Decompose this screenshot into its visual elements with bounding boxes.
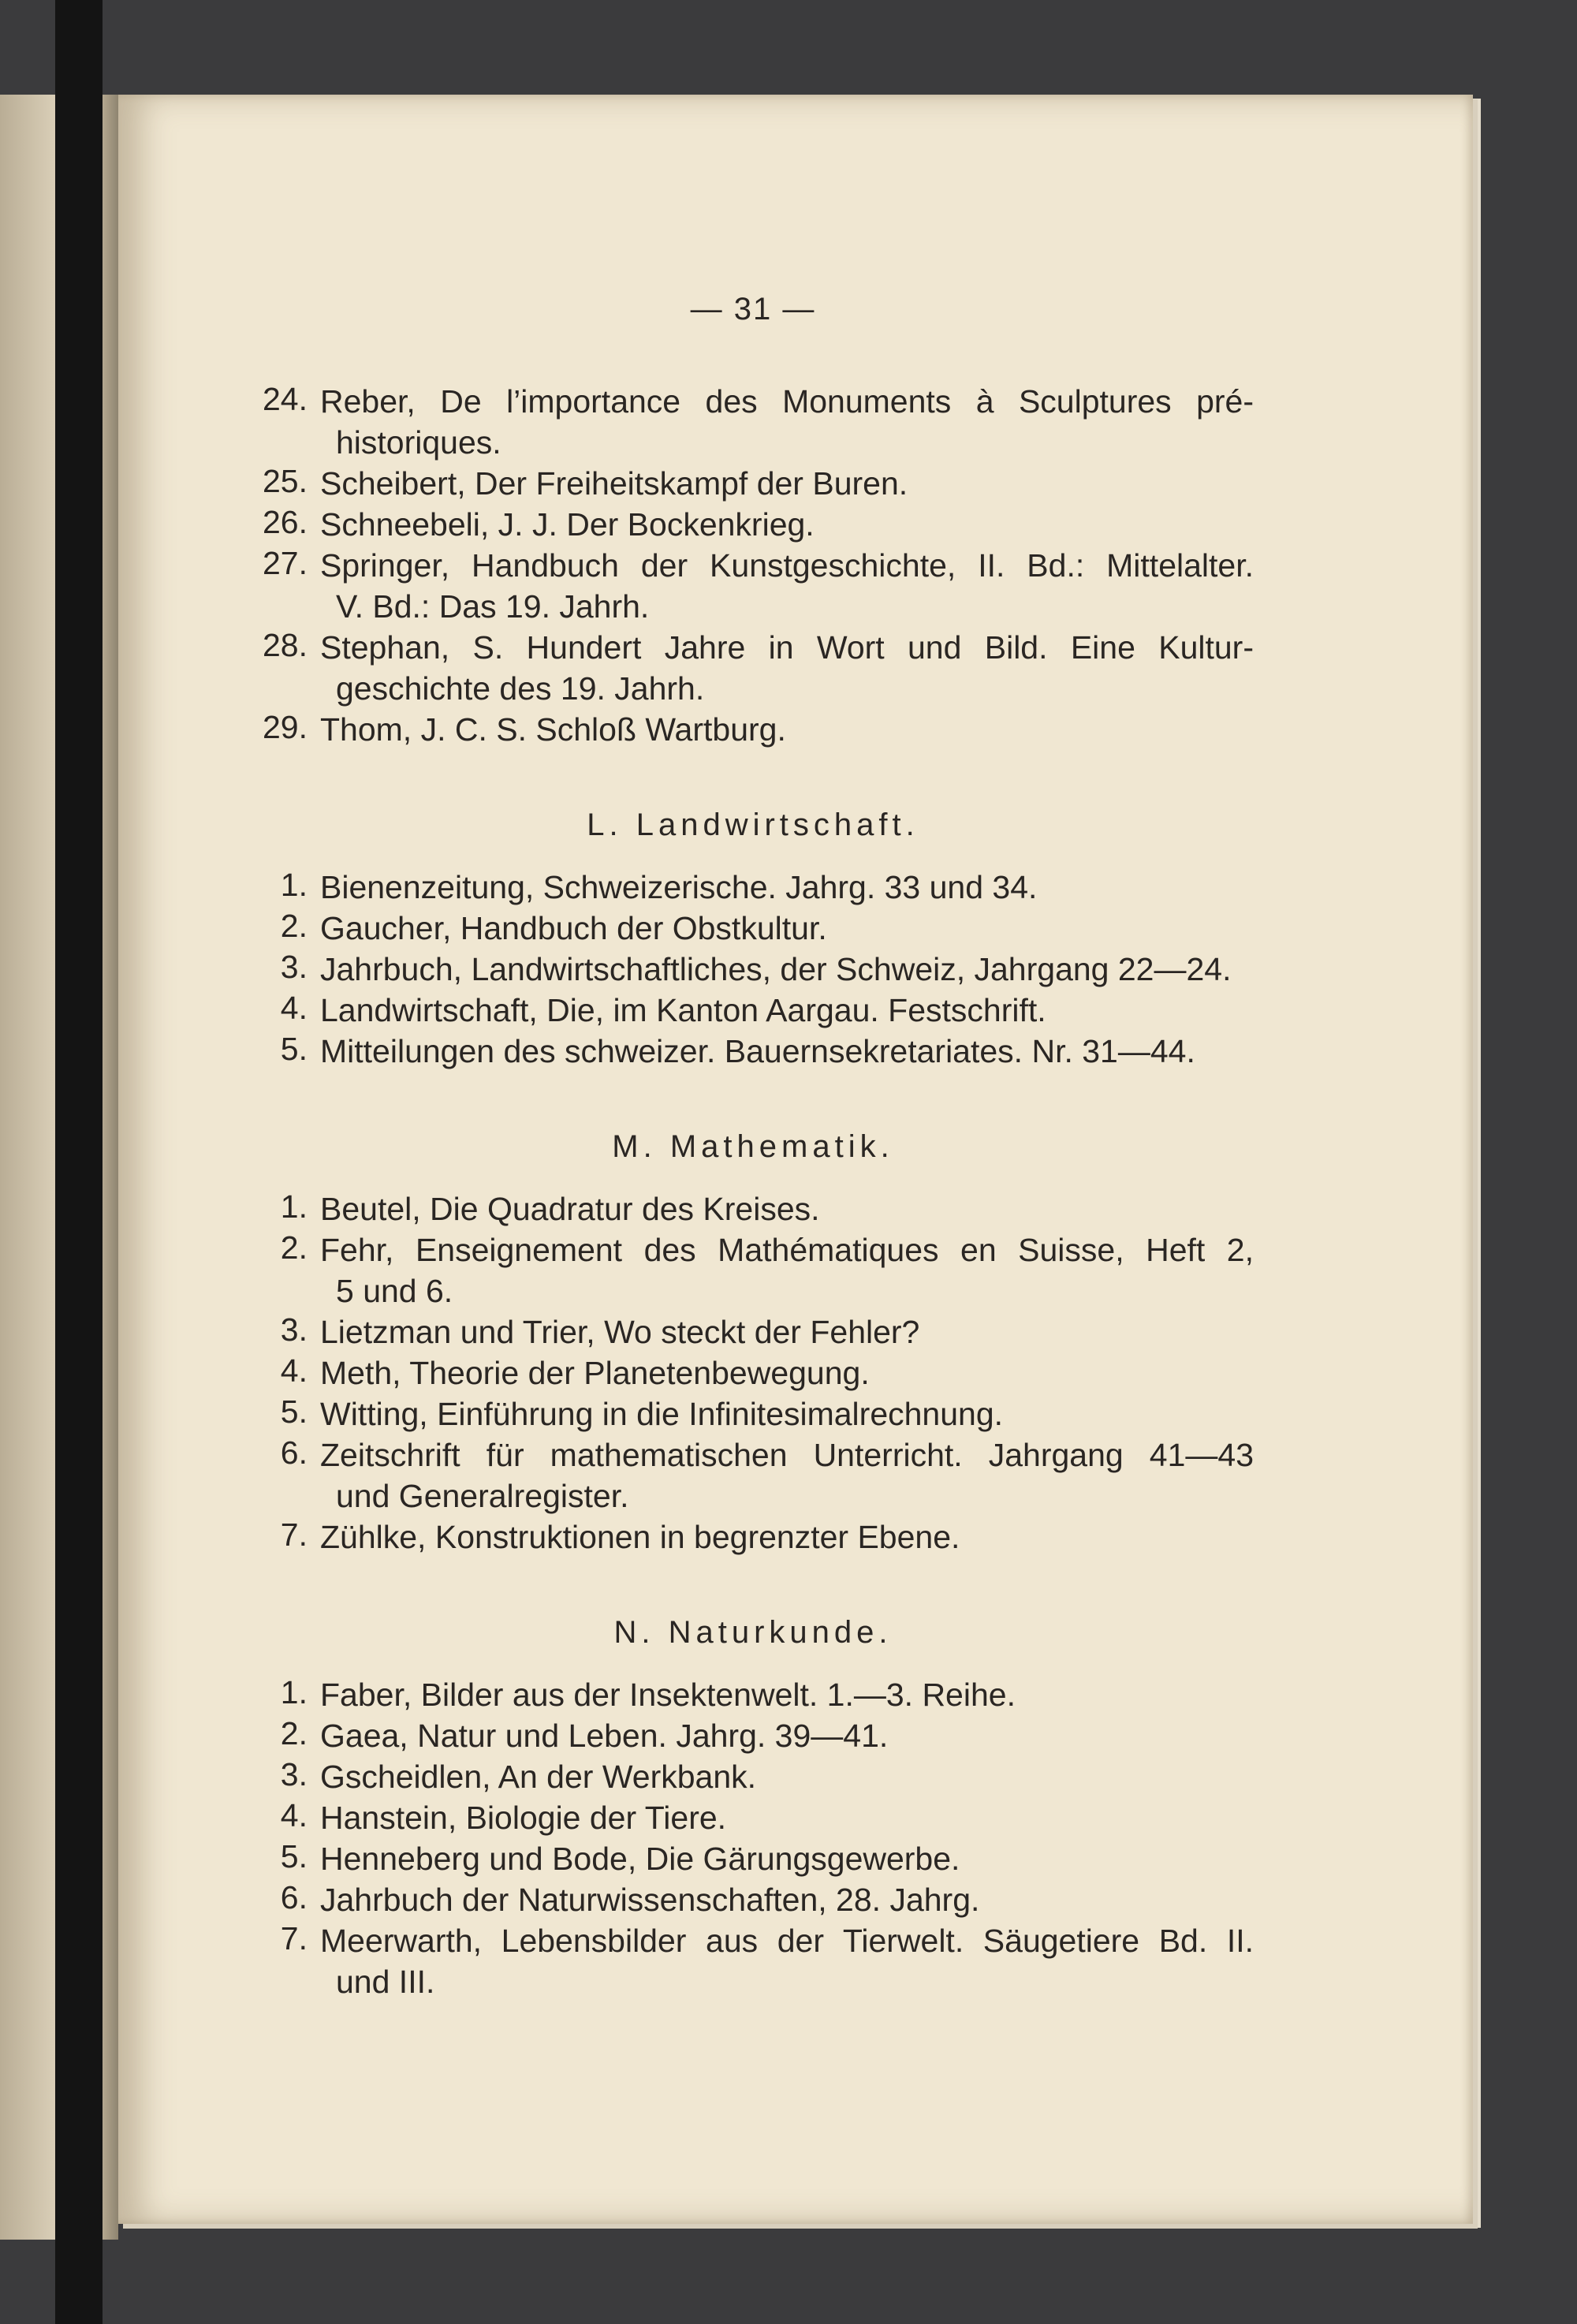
- entry-text: Zeitschrift für mathematischen Unterricht. Jahrgang 41—43: [320, 1437, 1254, 1473]
- entry-number: 3.: [280, 1311, 308, 1348]
- entry-text: Landwirtschaft, Die, im Kanton Aargau. Festschrift.: [320, 992, 1046, 1028]
- catalog-entry: [252, 1434, 1254, 1516]
- entry-text-continuation: 5 und 6.: [336, 1273, 453, 1309]
- entry-number: 2.: [280, 908, 308, 944]
- catalog-entry: [252, 1879, 1254, 1920]
- entry-number: 7.: [280, 1920, 308, 1957]
- entry-text: Lietzman und Trier, Wo steckt der Fehler?: [320, 1314, 920, 1350]
- entry-number: 28.: [263, 627, 308, 663]
- entry-text: Witting, Einführung in die Infinitesimalrechnung.: [320, 1396, 1004, 1432]
- entry-text-continuation: geschichte des 19. Jahrh.: [336, 670, 705, 707]
- entry-text: Bienenzeitung, Schweizerische. Jahrg. 33 und 34.: [320, 869, 1038, 905]
- catalog-entry: [252, 1031, 1254, 1072]
- catalog-entry: [252, 1393, 1254, 1434]
- entry-text: Gaucher, Handbuch der Obstkultur.: [320, 910, 827, 946]
- catalog-entry: [252, 463, 1254, 504]
- catalog-entry: [252, 990, 1254, 1031]
- entry-number: 7.: [280, 1516, 308, 1553]
- entry-number: 5.: [280, 1393, 308, 1430]
- catalog-entry: [252, 1920, 1254, 2002]
- entry-text: Schneebeli, J. J. Der Bockenkrieg.: [320, 506, 815, 543]
- catalog-entry: [252, 1188, 1254, 1229]
- catalog-entry: [252, 949, 1254, 990]
- entry-number: 1.: [280, 867, 308, 903]
- entry-number: 1.: [280, 1188, 308, 1225]
- entry-number: 4.: [280, 990, 308, 1026]
- catalog-entry: [252, 908, 1254, 949]
- catalog-entry: [252, 1229, 1254, 1311]
- entry-text: Gaea, Natur und Leben. Jahrg. 39—41.: [320, 1718, 889, 1754]
- entry-text: Jahrbuch, Landwirtschaftliches, der Schweiz, Jahrgang 22—24.: [320, 951, 1232, 987]
- entry-number: 2.: [280, 1229, 308, 1266]
- section-heading: N. Naturkunde.: [613, 1615, 893, 1650]
- catalog-entry: [252, 1311, 1254, 1352]
- page-content: [252, 292, 1254, 2002]
- page-stack-edge: [1473, 99, 1481, 2228]
- entry-text-continuation: und III.: [336, 1964, 435, 2000]
- entry-number: 25.: [263, 463, 308, 499]
- entry-number: 1.: [280, 1674, 308, 1710]
- entry-text-continuation: und Generalregister.: [336, 1478, 629, 1514]
- catalog-entry: [252, 1715, 1254, 1756]
- entry-number: 29.: [263, 709, 308, 745]
- entry-text-continuation: historiques.: [336, 424, 501, 461]
- catalog-section: [252, 805, 1254, 1072]
- entry-text: Henneberg und Bode, Die Gärungsgewerbe.: [320, 1841, 960, 1877]
- entry-text: Fehr, Enseignement des Mathématiques en Suisse, Heft 2,: [320, 1232, 1254, 1268]
- entry-text: Meerwarth, Lebensbilder aus der Tierwelt. Säugetiere Bd. II.: [320, 1923, 1254, 1959]
- catalog-section: [252, 1127, 1254, 1557]
- entry-number: 5.: [280, 1838, 308, 1874]
- catalog-entry: [252, 867, 1254, 908]
- catalog-entry: [252, 1352, 1254, 1393]
- section-heading: L. Landwirtschaft.: [587, 808, 919, 842]
- book-spine-shadow: [55, 0, 103, 2324]
- entry-number: 3.: [280, 949, 308, 985]
- entry-text: Jahrbuch der Naturwissenschaften, 28. Jahrg.: [320, 1882, 980, 1918]
- entry-text: Gscheidlen, An der Werkbank.: [320, 1759, 757, 1795]
- entry-text: Faber, Bilder aus der Insektenwelt. 1.—3. Reihe.: [320, 1677, 1016, 1713]
- page-number: — 31 —: [690, 292, 816, 326]
- catalog-entry: [252, 1838, 1254, 1879]
- entry-number: 24.: [263, 381, 308, 417]
- entry-text: Thom, J. C. S. Schloß Wartburg.: [320, 711, 786, 748]
- entry-text: Stephan, S. Hundert Jahre in Wort und Bild. Eine Kultur-: [320, 629, 1254, 666]
- catalog-entry: [252, 1516, 1254, 1557]
- entry-number: 6.: [280, 1879, 308, 1916]
- entry-number: 2.: [280, 1715, 308, 1751]
- entry-number: 4.: [280, 1797, 308, 1833]
- entry-text: Scheibert, Der Freiheitskampf der Buren.: [320, 465, 908, 502]
- entry-text: Reber, De l’importance des Monuments à Sculptures pré-: [320, 383, 1254, 420]
- entry-text: Hanstein, Biologie der Tiere.: [320, 1800, 727, 1836]
- entry-number: 27.: [263, 545, 308, 581]
- entry-number: 26.: [263, 504, 308, 540]
- section-heading: M. Mathematik.: [612, 1129, 894, 1164]
- catalog-entry: [252, 504, 1254, 545]
- entry-number: 6.: [280, 1434, 308, 1471]
- catalog-entry: [252, 709, 1254, 750]
- entry-text-continuation: V. Bd.: Das 19. Jahrh.: [336, 588, 650, 625]
- entry-number: 4.: [280, 1352, 308, 1389]
- entry-number: 3.: [280, 1756, 308, 1792]
- entry-text: Meth, Theorie der Planetenbewegung.: [320, 1355, 870, 1391]
- catalog-sections: [252, 381, 1254, 2002]
- catalog-entry: [252, 627, 1254, 709]
- entry-text: Beutel, Die Quadratur des Kreises.: [320, 1191, 820, 1227]
- catalog-entry: [252, 381, 1254, 463]
- entry-text: Springer, Handbuch der Kunstgeschichte, II. Bd.: Mittelalter.: [320, 547, 1254, 584]
- entry-text: Zühlke, Konstruktionen in begrenzter Ebene.: [320, 1519, 960, 1555]
- catalog-entry: [252, 545, 1254, 627]
- catalog-section: [252, 381, 1254, 750]
- catalog-entry: [252, 1674, 1254, 1715]
- catalog-entry: [252, 1756, 1254, 1797]
- catalog-section: [252, 1613, 1254, 2002]
- entry-number: 5.: [280, 1031, 308, 1067]
- catalog-entry: [252, 1797, 1254, 1838]
- entry-text: Mitteilungen des schweizer. Bauernsekretariates. Nr. 31—44.: [320, 1033, 1195, 1069]
